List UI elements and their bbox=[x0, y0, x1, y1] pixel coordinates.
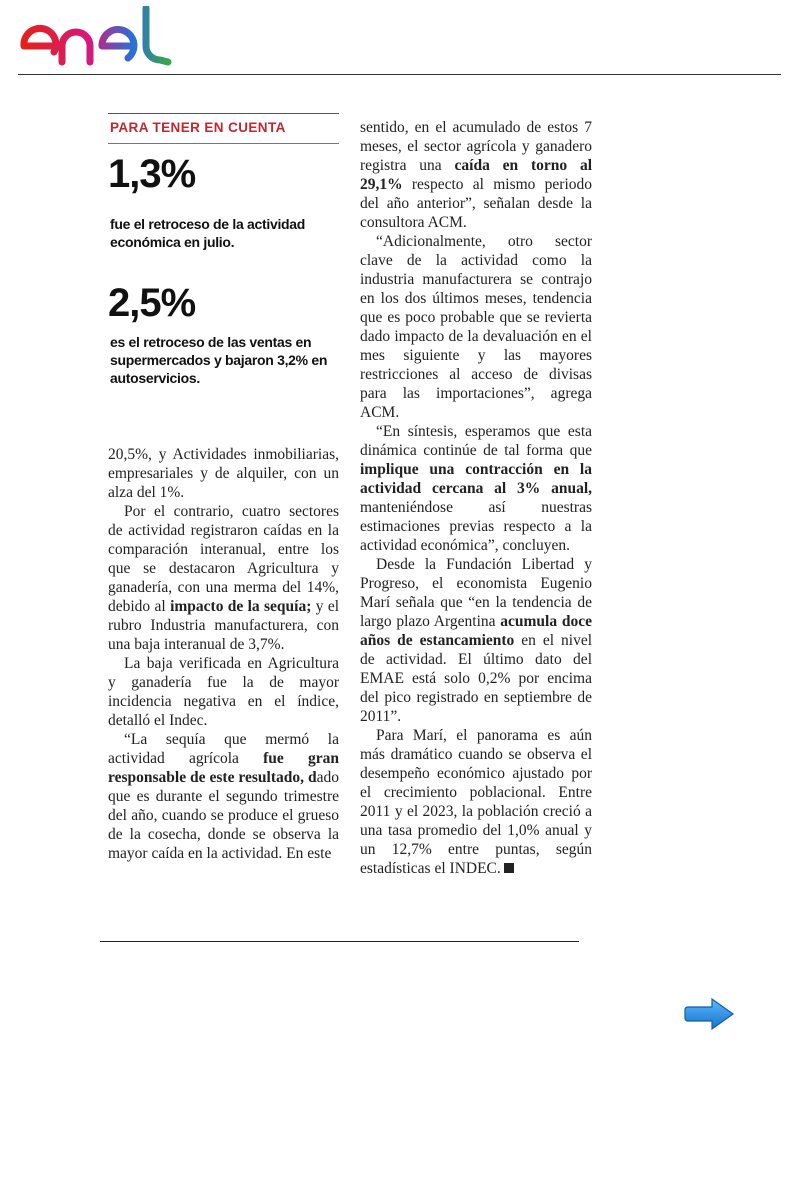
article-left-column bbox=[108, 445, 339, 863]
paragraph: 20,5%, y Actividades inmobiliarias, empresariales y de alquiler, con un alza del 1%. bbox=[108, 446, 339, 501]
article-right-column bbox=[360, 118, 592, 878]
paragraph: Desde la Fundación Libertad y Progreso, el economista Eugenio Marí señala que “en la tendencia de largo plazo Argentina acumula doce años de estancamiento en el nivel de actividad. El último dato del EMAE está solo 0,2% por encima del pico registrado en septiembre de 2011”. bbox=[360, 556, 593, 725]
paragraph: “La sequía que mermó la actividad agrícola fue gran responsable de este resultado, dado que es durante el segundo trimestre del año, cuando se produce el grueso de la cosecha, donde se observa la mayor caída en la actividad. En este bbox=[108, 731, 339, 862]
paragraph: sentido, en el acumulado de estos 7 meses, el sector agrícola y ganadero registra una caída en torno al 29,1% respecto al mismo periodo del año anterior”, señalan desde la consultora ACM. bbox=[360, 119, 593, 231]
paragraph: Para Marí, el panorama es aún más dramático cuando se observa el desempeño económico ajustado por el crecimiento poblacional. Entre 2011 y el 2023, la población creció a una tasa promedio del 1,0% anual y un 12,7% entre puntas, según estadísticas el INDEC. bbox=[360, 727, 592, 877]
enel-logo bbox=[18, 6, 180, 66]
stat-text-1: fue el retroceso de la actividad económica en julio. bbox=[110, 216, 306, 250]
end-of-article-mark bbox=[504, 863, 514, 873]
sidebox-label: PARA TENER EN CUENTA bbox=[110, 120, 286, 135]
logo-text: enel bbox=[18, 6, 21, 7]
sidebox-top-rule bbox=[108, 113, 339, 114]
stat-value-1: 1,3% bbox=[108, 152, 196, 196]
footer-divider bbox=[100, 941, 579, 942]
paragraph: La baja verificada en Agricultura y ganadería fue la de mayor incidencia negativa en el índice, detalló el Indec. bbox=[108, 655, 339, 729]
arrow-right-icon[interactable] bbox=[684, 996, 736, 1032]
stat-value-2: 2,5% bbox=[108, 281, 196, 325]
header-divider bbox=[18, 74, 781, 75]
paragraph: Por el contrario, cuatro sectores de actividad registraron caídas en la comparación interanual, entre los que se destacaron Agricultura y ganadería, con una merma del 14%, debido al impacto de la sequía; y el rubro Industria manufacturera, con una baja interanual de 3,7%. bbox=[108, 503, 340, 653]
paragraph: “En síntesis, esperamos que esta dinámica continúe de tal forma que implique una contracción en la actividad cercana al 3% anual, manteniéndose así nuestras estimaciones previas respecto a la actividad económica”, concluyen. bbox=[360, 423, 592, 554]
sidebox-divider bbox=[108, 143, 339, 144]
stat-text-2: es el retroceso de las ventas en supermercados y bajaron 3,2% en autoservicios. bbox=[110, 334, 328, 386]
paragraph: “Adicionalmente, otro sector clave de la actividad como la industria manufacturera se contrajo en los dos últimos meses, tendencia que es poco probable que se revierta dado impacto de la devaluación en el mes siguiente y las mayores restricciones al acceso de divisas para las importaciones”, agrega ACM. bbox=[360, 233, 592, 421]
